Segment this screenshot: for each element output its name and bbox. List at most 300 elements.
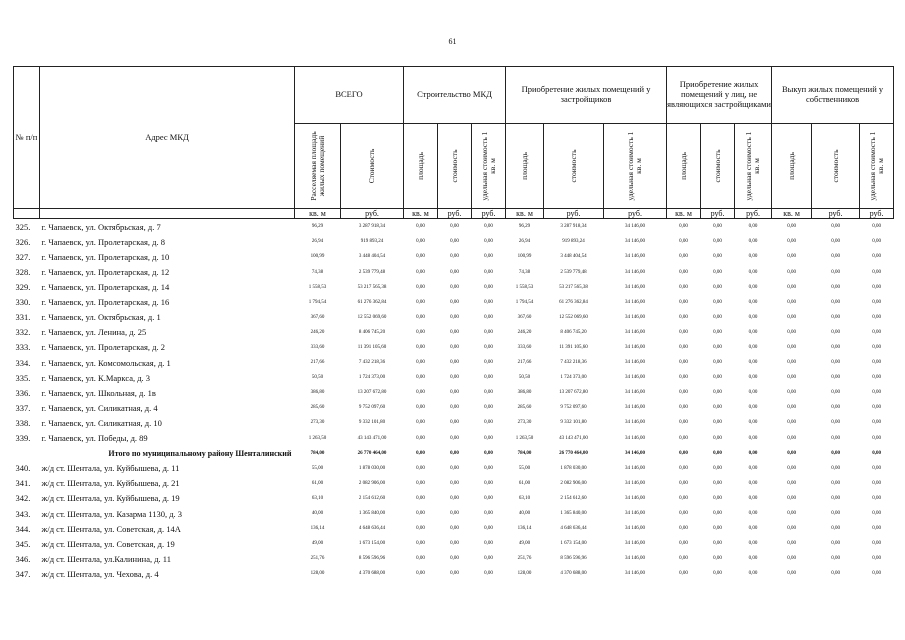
value-cell: 0,00 — [831, 269, 840, 275]
value-cell: 367,60 — [517, 314, 532, 320]
value-cell: 0,00 — [484, 571, 493, 577]
value-cell: 34 146,00 — [625, 224, 646, 230]
unit-label: кв. м — [667, 209, 701, 219]
table-row — [14, 566, 894, 581]
value-cell: 34 146,00 — [625, 495, 646, 501]
value-cell: 0,00 — [416, 314, 425, 320]
header-non-developers-unit-cost: удельная стоимость 1 кв. м — [735, 124, 772, 209]
value-cell: 8 406 745,20 — [358, 329, 386, 335]
unit-label: руб. — [341, 209, 404, 219]
value-cell: 0,00 — [416, 556, 425, 562]
value-cell: 0,00 — [450, 344, 459, 350]
value-cell: 3 448 404,54 — [560, 254, 587, 260]
value-cell: 0,00 — [450, 254, 459, 260]
value-cell: 34 146,00 — [625, 556, 646, 562]
value-cell: 34 146,00 — [625, 375, 646, 381]
value-cell: 43 143 471,00 — [559, 435, 588, 441]
header-total-area: Расселяемая площадь жилых помещений — [295, 124, 341, 209]
value-cell: 0,00 — [831, 254, 840, 260]
page-number: 61 — [448, 37, 457, 46]
value-cell: 13 207 672,80 — [357, 390, 387, 396]
address-cell: Итого по муниципальному району Шенталинский — [108, 448, 292, 458]
value-cell: 0,00 — [787, 375, 796, 381]
header-address: Адрес МКД — [40, 67, 295, 209]
value-cell: 4 370 688,00 — [358, 571, 386, 577]
value-cell: 0,00 — [748, 360, 758, 366]
value-cell: 1 263,50 — [515, 435, 534, 441]
value-cell: 4 370 688,00 — [560, 571, 587, 577]
table-row — [14, 506, 894, 521]
header-total-cost: Стоимость — [341, 124, 404, 209]
header-group-non-developers: Приобретение жилых помещений у лиц, не являющихся застройщиками — [667, 67, 772, 124]
value-cell: 7 432 218,36 — [358, 360, 386, 366]
value-cell: 13 207 672,80 — [559, 390, 588, 396]
value-cell: 61 276 362,84 — [357, 299, 387, 305]
table-row — [14, 415, 894, 430]
value-cell: 0,00 — [872, 360, 881, 366]
value-cell: 246,20 — [517, 329, 532, 335]
value-cell: 0,00 — [748, 556, 758, 562]
value-cell: 0,00 — [831, 556, 840, 562]
value-cell: 12 552 069,60 — [357, 314, 387, 320]
value-cell: 128,00 — [517, 571, 532, 577]
table-row — [14, 431, 894, 446]
value-cell: 0,00 — [679, 329, 688, 335]
value-cell: 0,00 — [831, 284, 840, 290]
value-cell: 0,00 — [713, 375, 722, 381]
value-cell: 0,00 — [713, 465, 722, 471]
value-cell: 0,00 — [872, 420, 881, 426]
value-cell: 0,00 — [831, 239, 840, 245]
row-number: 330. — [15, 297, 31, 308]
value-cell: 136,14 — [310, 526, 325, 532]
value-cell: 0,00 — [787, 329, 796, 335]
table-row — [14, 491, 894, 506]
value-cell: 0,00 — [787, 571, 796, 577]
value-cell: 0,00 — [872, 329, 881, 335]
value-cell: 40,00 — [518, 511, 531, 517]
row-number: 335. — [15, 372, 31, 383]
value-cell: 251,76 — [517, 556, 532, 562]
unit-label: руб. — [735, 209, 772, 219]
value-cell: 0,00 — [787, 344, 796, 350]
value-cell: 9 752 097,60 — [358, 405, 386, 411]
unit-label: руб. — [812, 209, 860, 219]
value-cell: 0,00 — [787, 299, 796, 305]
value-cell: 0,00 — [416, 344, 425, 350]
value-cell: 0,00 — [748, 329, 758, 335]
value-cell: 7 432 218,36 — [560, 360, 587, 366]
value-cell: 0,00 — [713, 556, 722, 562]
value-cell: 0,00 — [713, 239, 722, 245]
value-cell: 0,00 — [484, 556, 493, 562]
unit-label: кв. м — [772, 209, 812, 219]
value-cell: 0,00 — [679, 405, 688, 411]
value-cell: 0,00 — [748, 284, 758, 290]
table-row — [14, 280, 894, 295]
value-cell: 0,00 — [484, 511, 493, 517]
value-cell: 61,00 — [518, 480, 531, 486]
value-cell: 96,29 — [518, 224, 531, 230]
value-cell: 0,00 — [748, 435, 758, 441]
value-cell: 0,00 — [484, 375, 493, 381]
value-cell: 40,00 — [311, 511, 324, 517]
value-cell: 1 365 840,00 — [560, 511, 587, 517]
value-cell: 0,00 — [450, 541, 459, 547]
value-cell: 0,00 — [679, 571, 688, 577]
value-cell: 1 365 840,00 — [358, 511, 386, 517]
value-cell: 0,00 — [713, 254, 722, 260]
value-cell: 0,00 — [484, 284, 493, 290]
value-cell: 0,00 — [679, 465, 688, 471]
value-cell: 1 724 373,00 — [358, 375, 386, 381]
value-cell: 0,00 — [450, 224, 459, 230]
value-cell: 0,00 — [416, 390, 425, 396]
value-cell: 784,00 — [517, 450, 532, 456]
address-cell: г. Чапаевск, ул. Победы, д. 89 — [41, 433, 148, 444]
value-cell: 34 146,00 — [625, 465, 646, 471]
value-cell: 217,66 — [517, 360, 532, 366]
value-cell: 386,80 — [517, 390, 532, 396]
value-cell: 0,00 — [831, 480, 840, 486]
value-cell: 246,20 — [310, 329, 325, 335]
value-cell: 0,00 — [450, 526, 459, 532]
address-cell: г. Чапаевск, ул. Силикатная, д. 10 — [41, 417, 162, 428]
value-cell: 0,00 — [679, 390, 688, 396]
value-cell: 96,29 — [311, 224, 324, 230]
value-cell: 273,30 — [517, 420, 532, 426]
value-cell: 0,00 — [872, 511, 881, 517]
value-cell: 0,00 — [787, 511, 796, 517]
value-cell: 0,00 — [679, 269, 688, 275]
address-cell: ж/д ст. Шентала, ул.Калинина, д. 11 — [41, 553, 171, 564]
header-group-buyout: Выкуп жилых помещений у собственников — [772, 67, 894, 124]
value-cell: 1 878 030,00 — [560, 465, 587, 471]
value-cell: 0,00 — [787, 269, 796, 275]
value-cell: 0,00 — [416, 299, 425, 305]
value-cell: 0,00 — [831, 465, 840, 471]
value-cell: 100,99 — [517, 254, 532, 260]
value-cell: 0,00 — [484, 360, 493, 366]
value-cell: 9 332 101,80 — [358, 420, 386, 426]
value-cell: 0,00 — [748, 480, 758, 486]
value-cell: 0,00 — [748, 465, 758, 471]
value-cell: 0,00 — [679, 420, 688, 426]
value-cell: 0,00 — [679, 239, 688, 245]
row-number: 334. — [15, 357, 31, 368]
table-row — [14, 521, 894, 536]
value-cell: 8 596 596,96 — [560, 556, 587, 562]
value-cell: 0,00 — [787, 405, 796, 411]
value-cell: 3 287 918,34 — [560, 224, 587, 230]
value-cell: 0,00 — [416, 284, 425, 290]
value-cell: 12 552 069,60 — [559, 314, 588, 320]
value-cell: 0,00 — [748, 405, 758, 411]
value-cell: 0,00 — [484, 405, 493, 411]
value-cell: 2 082 906,00 — [358, 480, 386, 486]
value-cell: 26,94 — [311, 239, 324, 245]
value-cell: 0,00 — [831, 299, 840, 305]
value-cell: 0,00 — [787, 556, 796, 562]
value-cell: 0,00 — [872, 254, 881, 260]
value-cell: 0,00 — [713, 390, 722, 396]
address-cell: ж/д ст. Шентала, ул. Куйбышева, д. 21 — [41, 478, 180, 489]
value-cell: 0,00 — [713, 511, 722, 517]
value-cell: 50,50 — [311, 375, 324, 381]
value-cell: 0,00 — [748, 450, 758, 456]
value-cell: 0,00 — [416, 224, 425, 230]
value-cell: 0,00 — [416, 269, 425, 275]
value-cell: 333,60 — [517, 344, 532, 350]
value-cell: 0,00 — [416, 375, 425, 381]
value-cell: 0,00 — [713, 420, 722, 426]
value-cell: 34 146,00 — [625, 239, 646, 245]
value-cell: 1 794,54 — [308, 299, 327, 305]
value-cell: 0,00 — [872, 269, 881, 275]
value-cell: 34 146,00 — [625, 405, 646, 411]
value-cell: 34 146,00 — [625, 284, 646, 290]
value-cell: 34 146,00 — [625, 344, 646, 350]
value-cell: 0,00 — [416, 495, 425, 501]
value-cell: 55,00 — [311, 465, 324, 471]
value-cell: 0,00 — [484, 390, 493, 396]
value-cell: 0,00 — [872, 526, 881, 532]
value-cell: 0,00 — [831, 224, 840, 230]
value-cell: 1 673 154,00 — [358, 541, 386, 547]
unit-label: руб. — [860, 209, 894, 219]
unit-label: руб. — [472, 209, 506, 219]
value-cell: 0,00 — [450, 390, 459, 396]
value-cell: 0,00 — [748, 526, 758, 532]
address-cell: г. Чапаевск, ул. Октябрьская, д. 1 — [41, 312, 161, 323]
value-cell: 0,00 — [713, 299, 722, 305]
header-group-total: ВСЕГО — [295, 67, 404, 124]
value-cell: 0,00 — [450, 239, 459, 245]
value-cell: 919 893,24 — [360, 239, 384, 245]
row-number: 333. — [15, 342, 31, 353]
value-cell: 0,00 — [831, 526, 840, 532]
value-cell: 0,00 — [416, 239, 425, 245]
value-cell: 273,30 — [310, 420, 325, 426]
value-cell: 0,00 — [872, 541, 881, 547]
row-number: 343. — [15, 508, 31, 519]
table-row — [14, 355, 894, 370]
address-cell: г. Чапаевск, ул. Пролетарская, д. 8 — [41, 236, 165, 247]
value-cell: 0,00 — [679, 480, 688, 486]
row-number: 342. — [15, 493, 31, 504]
value-cell: 0,00 — [679, 299, 688, 305]
table-row — [14, 551, 894, 566]
value-cell: 919 893,24 — [562, 239, 585, 245]
address-cell: ж/д ст. Шентала, ул. Куйбышева, д. 19 — [41, 493, 180, 504]
address-cell: г. Чапаевск, ул. Пролетарская, д. 10 — [41, 251, 170, 262]
value-cell: 285,60 — [517, 405, 532, 411]
value-cell: 0,00 — [713, 571, 722, 577]
value-cell: 9 332 101,80 — [560, 420, 587, 426]
value-cell: 26 770 464,00 — [559, 450, 588, 456]
value-cell: 53 217 565,38 — [559, 284, 588, 290]
value-cell: 0,00 — [679, 224, 688, 230]
value-cell: 26,94 — [518, 239, 531, 245]
value-cell: 0,00 — [748, 375, 758, 381]
header-non-developers-cost: стоимость — [701, 124, 735, 209]
row-number: 346. — [15, 553, 31, 564]
address-cell: г. Чапаевск, ул. Пролетарская, д. 16 — [41, 297, 170, 308]
value-cell: 0,00 — [872, 224, 881, 230]
value-cell: 2 082 906,00 — [560, 480, 587, 486]
row-number: 325. — [15, 221, 31, 232]
unit-label: руб. — [438, 209, 472, 219]
unit-label: руб. — [701, 209, 735, 219]
value-cell: 0,00 — [748, 495, 758, 501]
value-cell: 0,00 — [787, 450, 796, 456]
value-cell: 0,00 — [787, 541, 796, 547]
address-cell: г. Чапаевск, ул. Пролетарская, д. 14 — [41, 282, 170, 293]
value-cell: 4 648 636,44 — [358, 526, 386, 532]
value-cell: 61,00 — [311, 480, 324, 486]
value-cell: 217,66 — [310, 360, 325, 366]
value-cell: 0,00 — [416, 450, 425, 456]
header-non-developers-area: площадь — [667, 124, 701, 209]
value-cell: 0,00 — [679, 511, 688, 517]
table-row — [14, 536, 894, 551]
table-row — [14, 476, 894, 491]
value-cell: 0,00 — [748, 571, 758, 577]
value-cell: 0,00 — [787, 224, 796, 230]
value-cell: 34 146,00 — [625, 254, 646, 260]
value-cell: 0,00 — [450, 405, 459, 411]
value-cell: 0,00 — [748, 390, 758, 396]
value-cell: 0,00 — [787, 390, 796, 396]
value-cell: 0,00 — [872, 344, 881, 350]
table-row — [14, 325, 894, 340]
value-cell: 0,00 — [748, 299, 758, 305]
value-cell: 0,00 — [679, 360, 688, 366]
value-cell: 26 770 464,00 — [357, 450, 387, 456]
value-cell: 11 391 105,60 — [357, 344, 387, 350]
unit-label: кв. м — [506, 209, 544, 219]
header-buyout-cost: стоимость — [812, 124, 860, 209]
value-cell: 0,00 — [748, 420, 758, 426]
value-cell: 1 794,54 — [515, 299, 534, 305]
row-number: 327. — [15, 251, 31, 262]
value-cell: 11 391 105,60 — [559, 344, 588, 350]
value-cell: 49,00 — [311, 541, 324, 547]
value-cell: 0,00 — [787, 480, 796, 486]
row-number: 347. — [15, 568, 31, 579]
value-cell: 784,00 — [310, 450, 325, 456]
value-cell: 0,00 — [679, 450, 688, 456]
value-cell: 0,00 — [416, 571, 425, 577]
value-cell: 0,00 — [713, 329, 722, 335]
value-cell: 34 146,00 — [625, 511, 646, 517]
address-cell: ж/д ст. Шентала, ул. Чехова, д. 4 — [41, 568, 159, 579]
value-cell: 0,00 — [831, 420, 840, 426]
value-cell: 1 673 154,00 — [560, 541, 587, 547]
value-cell: 1 263,50 — [308, 435, 327, 441]
value-cell: 285,60 — [310, 405, 325, 411]
value-cell: 0,00 — [679, 556, 688, 562]
value-cell: 0,00 — [872, 465, 881, 471]
value-cell: 34 146,00 — [625, 314, 646, 320]
value-cell: 1 558,53 — [308, 284, 327, 290]
row-number: 339. — [15, 433, 31, 444]
row-number — [14, 446, 40, 461]
address-cell: г. Чапаевск, ул. Школьная, д. 1в — [41, 387, 156, 398]
value-cell: 0,00 — [713, 269, 722, 275]
value-cell: 0,00 — [787, 495, 796, 501]
row-number: 328. — [15, 267, 31, 278]
value-cell: 4 648 636,44 — [560, 526, 587, 532]
address-cell: г. Чапаевск, ул. Пролетарская, д. 12 — [41, 267, 170, 278]
value-cell: 53 217 565,38 — [357, 284, 387, 290]
value-cell: 0,00 — [713, 224, 722, 230]
value-cell: 0,00 — [679, 284, 688, 290]
address-cell: ж/д ст. Шентала, ул. Советская, д. 19 — [41, 538, 175, 549]
value-cell: 63,10 — [518, 495, 531, 501]
value-cell: 0,00 — [679, 314, 688, 320]
value-cell: 0,00 — [450, 571, 459, 577]
value-cell: 0,00 — [872, 375, 881, 381]
value-cell: 0,00 — [831, 495, 840, 501]
value-cell: 34 146,00 — [625, 329, 646, 335]
value-cell: 0,00 — [484, 344, 493, 350]
value-cell: 0,00 — [831, 344, 840, 350]
value-cell: 0,00 — [872, 480, 881, 486]
address-cell: г. Чапаевск, ул. Силикатная, д. 4 — [41, 402, 158, 413]
value-cell: 0,00 — [787, 254, 796, 260]
value-cell: 0,00 — [831, 541, 840, 547]
value-cell: 0,00 — [679, 526, 688, 532]
address-cell: г. Чапаевск, ул. Пролетарская, д. 2 — [41, 342, 165, 353]
value-cell: 34 146,00 — [625, 269, 646, 275]
row-number: 344. — [15, 523, 31, 534]
value-cell: 0,00 — [831, 329, 840, 335]
value-cell: 0,00 — [713, 314, 722, 320]
value-cell: 0,00 — [484, 526, 493, 532]
header-group-developers: Приобретение жилых помещений у застройщиков — [506, 67, 667, 124]
value-cell: 9 752 097,60 — [560, 405, 587, 411]
value-cell: 0,00 — [713, 435, 722, 441]
value-cell: 0,00 — [484, 269, 493, 275]
value-cell: 34 146,00 — [625, 299, 646, 305]
value-cell: 0,00 — [450, 375, 459, 381]
value-cell: 0,00 — [872, 571, 881, 577]
value-cell: 50,50 — [518, 375, 531, 381]
value-cell: 367,60 — [310, 314, 325, 320]
value-cell: 0,00 — [831, 375, 840, 381]
value-cell: 0,00 — [679, 375, 688, 381]
value-cell: 0,00 — [484, 480, 493, 486]
value-cell: 0,00 — [748, 541, 758, 547]
value-cell: 34 146,00 — [625, 420, 646, 426]
value-cell: 0,00 — [484, 435, 493, 441]
address-cell: г. Чапаевск, ул. Октябрьская, д. 7 — [41, 221, 161, 232]
value-cell: 8 406 745,20 — [560, 329, 587, 335]
value-cell: 2 154 612,60 — [560, 495, 587, 501]
value-cell: 0,00 — [450, 299, 459, 305]
value-cell: 0,00 — [872, 390, 881, 396]
row-number: 337. — [15, 402, 31, 413]
header-row-number: № п/п — [14, 67, 40, 209]
row-number: 340. — [15, 463, 31, 474]
value-cell: 74,38 — [518, 269, 531, 275]
header-group-construction: Строительство МКД — [404, 67, 506, 124]
value-cell: 0,00 — [416, 435, 425, 441]
value-cell: 0,00 — [787, 239, 796, 245]
value-cell: 0,00 — [787, 420, 796, 426]
value-cell: 0,00 — [484, 450, 493, 456]
